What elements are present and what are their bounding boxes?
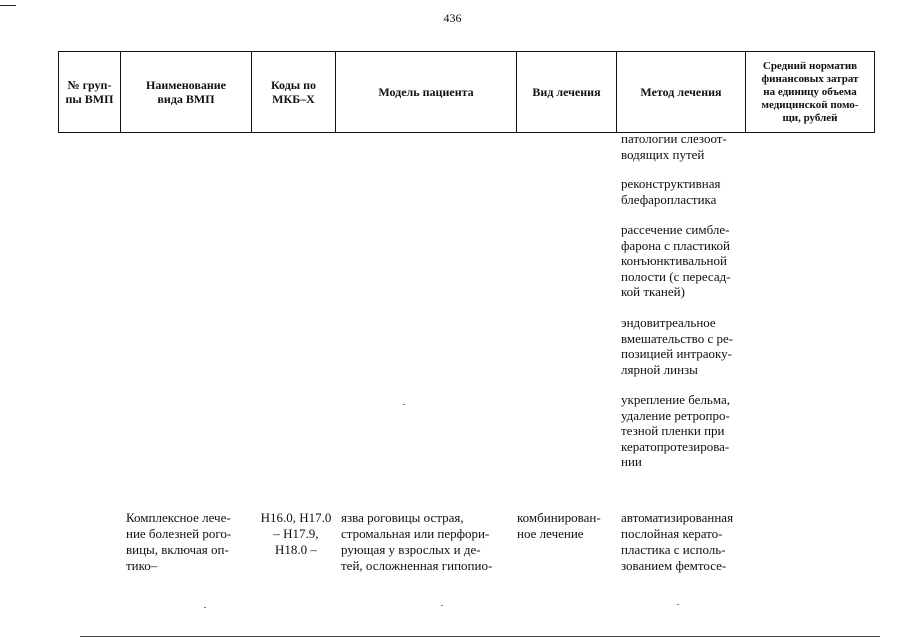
scan-speck xyxy=(441,605,443,606)
row-treatment-method: автоматизированная послойная керато- пластика с исполь- зованием фемтосе- xyxy=(621,510,734,573)
bottom-rule xyxy=(80,636,880,637)
scan-speck xyxy=(677,604,679,605)
table-header xyxy=(58,51,875,133)
header-patient-model: Модель пациента xyxy=(378,85,474,99)
header-vmp-name: Наименование вида ВМП xyxy=(146,78,226,106)
scan-speck xyxy=(403,404,405,405)
header-icd-codes: Коды по МКБ–Х xyxy=(270,78,317,106)
method-item: рассечение симбле- фарона с пластикой конъюнктивальной полости (с пересад- кой тканей) xyxy=(621,222,731,299)
header-average-cost: Средний норматив финансовых затрат на единицу объема медицинской помо- щи, рублей xyxy=(761,59,859,124)
page-number: 436 xyxy=(443,11,462,25)
row-vmp-name: Комплексное лече- ние болезней рого- вицы, включая оп- тико– xyxy=(126,510,232,573)
corner-mark xyxy=(0,5,16,6)
header-group-number: № груп- пы ВМП xyxy=(65,78,114,106)
method-item: патологии слезоот- водящих путей xyxy=(621,131,727,162)
row-icd-codes: H16.0, H17.0 – H17.9, H18.0 – xyxy=(260,510,332,557)
scan-speck xyxy=(204,607,206,608)
header-treatment-type: Вид лечения xyxy=(532,85,601,99)
row-treatment-type: комбинирован- ное лечение xyxy=(517,510,601,541)
method-item: укрепление бельма, удаление ретропро- тезной пленки при кератопротезирова- нии xyxy=(621,392,731,469)
header-treatment-method: Метод лечения xyxy=(640,85,722,99)
row-patient-model: язва роговицы острая, стромальная или перфори- рующая у взрослых и де- тей, осложненная гипопио- xyxy=(341,510,493,573)
method-item: реконструктивная блефаропластика xyxy=(621,176,721,207)
method-item: эндовитреальное вмешательство с ре- позицией интраоку- лярной линзы xyxy=(621,315,734,377)
